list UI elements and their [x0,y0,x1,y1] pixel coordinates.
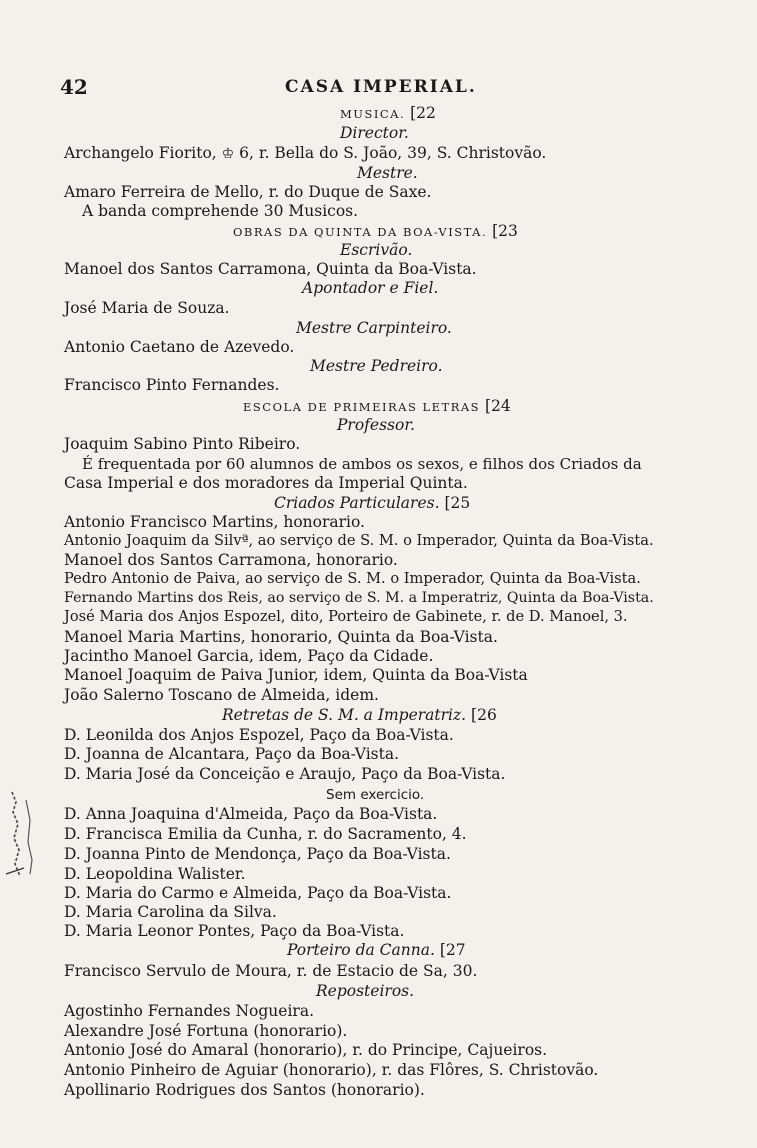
section-heading-retretas: Retretas de S. M. a Imperatriz. [26 [222,706,497,724]
list-item: D. Maria José da Conceição e Araujo, Paço da Boa-Vista. [64,765,506,783]
entry: José Maria de Souza. [64,299,230,317]
list-item: Pedro Antonio de Paiva, ao serviço de S. M. o Imperador, Quinta da Boa-Vista. [64,570,641,587]
crown-icon: ♔ [221,146,235,162]
list-item: Antonio Francisco Martins, honorario. [64,513,365,531]
list-item: Agostinho Fernandes Nogueira. [64,1002,314,1020]
note: A banda comprehende 30 Musicos. [82,202,359,220]
list-item: José Maria dos Anjos Espozel, dito, Porteiro de Gabinete, r. de D. Manoel, 3. [64,608,628,625]
note: É frequentada por 60 alumnos de ambos os sexos, e filhos dos Criados da [82,455,642,473]
section-heading-porteiro: Porteiro da Canna. [27 [287,941,466,959]
role-title: Mestre. [357,164,418,182]
list-item: Antonio Pinheiro de Aguiar (honorario), r. das Flôres, S. Christovão. [64,1061,599,1079]
role-title: Director. [340,124,409,142]
list-item: Manoel Maria Martins, honorario, Quinta da Boa-Vista. [64,628,498,646]
role-title: Mestre Pedreiro. [310,357,443,375]
section-heading-obras: OBRAS DA QUINTA DA BOA-VISTA. [23 [233,222,518,240]
list-item: D. Maria do Carmo e Almeida, Paço da Boa-Vista. [64,884,452,902]
entry: Francisco Pinto Fernandes. [64,376,280,394]
subsection-heading: Sem exercicio. [326,787,425,803]
role-title: Escrivão. [340,241,413,259]
entry: Antonio Caetano de Azevedo. [64,338,295,356]
list-item: D. Maria Carolina da Silva. [64,903,277,921]
role-title: Mestre Carpinteiro. [296,319,452,337]
entry: Francisco Servulo de Moura, r. de Estacio de Sa, 30. [64,962,478,980]
list-item: João Salerno Toscano de Almeida, idem. [64,686,379,704]
list-item: Antonio Joaquim da Silvª, ao serviço de S. M. o Imperador, Quinta da Boa-Vista. [64,532,654,549]
page-number: 42 [60,75,88,99]
page-header [60,75,700,99]
section-heading-escola: ESCOLA DE PRIMEIRAS LETRAS [24 [243,397,511,415]
list-item: Antonio José do Amaral (honorario), r. do Principe, Cajueiros. [64,1041,548,1059]
list-item: D. Joanna Pinto de Mendonça, Paço da Boa-Vista. [64,845,451,863]
list-item: D. Leonilda dos Anjos Espozel, Paço da Boa-Vista. [64,726,454,744]
list-item: D. Maria Leonor Pontes, Paço da Boa-Vista. [64,922,405,940]
entry: Manoel dos Santos Carramona, Quinta da Boa-Vista. [64,260,477,278]
list-item: Manoel dos Santos Carramona, honorario. [64,551,398,569]
list-item: D. Joanna de Alcantara, Paço da Boa-Vista. [64,745,400,763]
section-heading-musica: MUSICA. [22 [340,104,436,122]
role-title: Professor. [337,416,415,434]
entry: Archangelo Fiorito, ♔ 6, r. Bella do S. João, 39, S. Christovão. [64,144,547,162]
section-heading-criados: Criados Particulares. [25 [274,494,471,512]
section-heading-reposteiros: Reposteiros. [316,982,415,1000]
list-item: Alexandre José Fortuna (honorario). [64,1022,348,1040]
list-item: Manoel Joaquim de Paiva Junior, idem, Quinta da Boa-Vista [64,666,528,684]
note: Casa Imperial e dos moradores da Imperial Quinta. [64,474,468,492]
list-item: D. Francisca Emilia da Cunha, r. do Sacramento, 4. [64,825,467,843]
list-item: Fernando Martins dos Reis, ao serviço de S. M. a Imperatriz, Quinta da Boa-Vista. [64,590,654,606]
role-title: Apontador e Fiel. [302,279,439,297]
list-item: D. Leopoldina Walister. [64,865,246,883]
entry: Joaquim Sabino Pinto Ribeiro. [64,435,301,453]
entry: Amaro Ferreira de Mello, r. do Duque de Saxe. [64,183,432,201]
list-item: Apollinario Rodrigues dos Santos (honorario). [64,1081,425,1099]
running-title: CASA IMPERIAL. [285,77,477,97]
list-item: D. Anna Joaquina d'Almeida, Paço da Boa-Vista. [64,805,438,823]
margin-binding-mark [4,790,44,880]
list-item: Jacintho Manoel Garcia, idem, Paço da Cidade. [64,647,434,665]
